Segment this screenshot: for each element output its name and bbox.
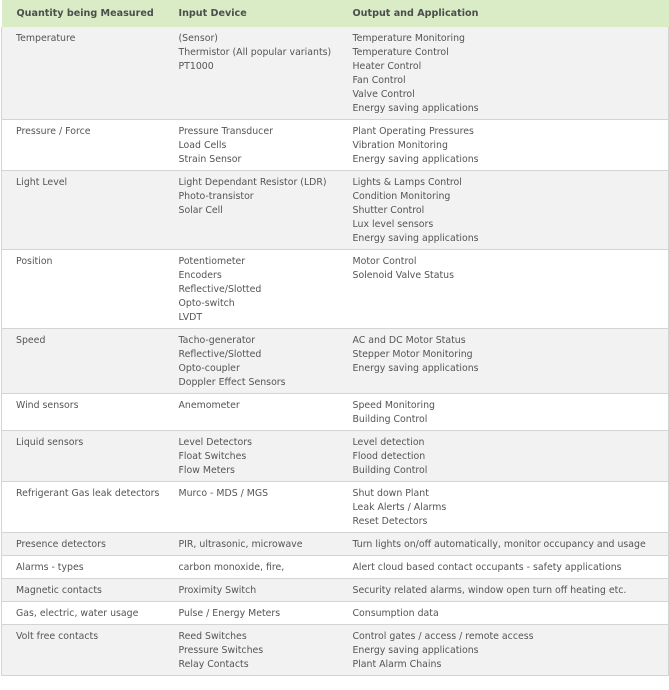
quantity-cell (2, 171, 164, 250)
quantity-cell (2, 27, 164, 120)
cell-line: Temperature Monitoring (352, 33, 465, 44)
cell-line: Level detection (352, 437, 425, 448)
cell-line: AC and DC Motor Status (352, 335, 466, 346)
cell-line: Wind sensors (16, 400, 79, 411)
input-device-cell (164, 27, 338, 120)
table-row (2, 482, 669, 533)
cell-line: Speed Monitoring (352, 400, 436, 411)
cell-line: Valve Control (352, 89, 415, 100)
cell-line: Gas, electric, water usage (16, 608, 139, 619)
input-device-cell (164, 394, 338, 431)
cell-line: Speed (16, 335, 46, 346)
input-device-cell (164, 431, 338, 482)
quantity-cell (2, 482, 164, 533)
table-row (2, 394, 669, 431)
cell-line: Building Control (352, 414, 428, 425)
output-application-cell (338, 431, 669, 482)
cell-line: Reed Switches (178, 631, 247, 642)
cell-line: Temperature Control (352, 47, 449, 58)
cell-line: Flood detection (352, 451, 426, 462)
quantity-cell (2, 120, 164, 171)
cell-line: Pressure Switches (178, 645, 264, 656)
output-application-cell (338, 250, 669, 329)
quantity-cell (2, 625, 164, 676)
cell-line: Alert cloud based contact occupants - safety applications (352, 562, 622, 573)
cell-line: Control gates / access / remote access (352, 631, 534, 642)
output-application-cell (338, 556, 669, 579)
output-application-cell (338, 579, 669, 602)
cell-line: Condition Monitoring (352, 191, 451, 202)
input-device-cell (164, 329, 338, 394)
cell-line: Strain Sensor (178, 154, 242, 165)
cell-line: Light Level (16, 177, 68, 188)
cell-line: Encoders (178, 270, 222, 281)
output-application-cell (338, 27, 669, 120)
cell-line: Lux level sensors (352, 219, 434, 230)
cell-line: Energy saving applications (352, 645, 479, 656)
cell-line: carbon monoxide, fire, (178, 562, 285, 573)
cell-line: Reflective/Slotted (178, 349, 262, 360)
cell-line: Leak Alerts / Alarms (352, 502, 447, 513)
output-application-cell (338, 482, 669, 533)
cell-line: Thermistor (All popular variants) (178, 47, 332, 58)
cell-line: Volt free contacts (16, 631, 99, 642)
quantity-cell (2, 329, 164, 394)
cell-line: Energy saving applications (352, 103, 479, 114)
cell-line: Shut down Plant (352, 488, 429, 499)
input-device-cell (164, 482, 338, 533)
input-device-cell (164, 533, 338, 556)
cell-line: Vibration Monitoring (352, 140, 448, 151)
table-row (2, 431, 669, 482)
cell-line: Building Control (352, 465, 428, 476)
quantity-cell (2, 394, 164, 431)
input-device-cell (164, 579, 338, 602)
table-row (2, 579, 669, 602)
output-application-cell (338, 120, 669, 171)
output-application-cell (338, 329, 669, 394)
cell-line: Load Cells (178, 140, 227, 151)
input-device-cell (164, 625, 338, 676)
cell-line: Flow Meters (178, 465, 235, 476)
cell-line: Potentiometer (178, 256, 246, 267)
quantity-cell (2, 556, 164, 579)
cell-line: Reflective/Slotted (178, 284, 262, 295)
cell-line: Refrigerant Gas leak detectors (16, 488, 160, 499)
cell-line: Energy saving applications (352, 363, 479, 374)
cell-line: Reset Detectors (352, 516, 428, 527)
quantity-cell (2, 602, 164, 625)
output-application-cell (338, 602, 669, 625)
cell-line: Photo-transistor (178, 191, 254, 202)
cell-line: Float Switches (178, 451, 247, 462)
table-row (2, 602, 669, 625)
cell-line: Plant Operating Pressures (352, 126, 474, 137)
table-row (2, 120, 669, 171)
sensor-table (1, 0, 669, 676)
cell-line: Opto-switch (178, 298, 235, 309)
cell-line: Consumption data (352, 608, 439, 619)
table-header (2, 0, 669, 27)
cell-line: Alarms - types (16, 562, 84, 573)
cell-line: Pressure / Force (16, 126, 91, 137)
cell-line: Opto-coupler (178, 363, 240, 374)
input-device-cell (164, 250, 338, 329)
header-input-device: Input Device (178, 8, 247, 19)
cell-line: Plant Alarm Chains (352, 659, 442, 670)
quantity-cell (2, 250, 164, 329)
cell-line: Energy saving applications (352, 154, 479, 165)
cell-line: Shutter Control (352, 205, 425, 216)
table-row (2, 625, 669, 676)
table-row (2, 250, 669, 329)
cell-line: PT1000 (178, 61, 214, 72)
cell-line: Pressure Transducer (178, 126, 273, 137)
input-device-cell (164, 602, 338, 625)
quantity-cell (2, 533, 164, 556)
input-device-cell (164, 171, 338, 250)
cell-line: PIR, ultrasonic, microwave (178, 539, 303, 550)
cell-line: Light Dependant Resistor (LDR) (178, 177, 327, 188)
cell-line: Presence detectors (16, 539, 106, 550)
cell-line: LVDT (178, 312, 203, 323)
header-output-application: Output and Application (352, 8, 479, 19)
cell-line: Tacho-generator (178, 335, 256, 346)
table-row (2, 556, 669, 579)
cell-line: Relay Contacts (178, 659, 249, 670)
cell-line: Turn lights on/off automatically, monitor occupancy and usage (352, 539, 646, 550)
input-device-cell (164, 556, 338, 579)
table-row (2, 171, 669, 250)
cell-line: Proximity Switch (178, 585, 257, 596)
output-application-cell (338, 533, 669, 556)
cell-line: Heater Control (352, 61, 422, 72)
cell-line: (Sensor) (178, 33, 218, 44)
cell-line: Temperature (16, 33, 76, 44)
cell-line: Fan Control (352, 75, 406, 86)
quantity-cell (2, 431, 164, 482)
cell-line: Pulse / Energy Meters (178, 608, 281, 619)
cell-line: Lights & Lamps Control (352, 177, 462, 188)
cell-line: Motor Control (352, 256, 417, 267)
header-row (2, 0, 669, 27)
cell-line: Level Detectors (178, 437, 252, 448)
output-application-cell (338, 171, 669, 250)
cell-line: Solenoid Valve Status (352, 270, 454, 281)
cell-line: Solar Cell (178, 205, 223, 216)
cell-line: Magnetic contacts (16, 585, 102, 596)
table-row (2, 533, 669, 556)
cell-line: Anemometer (178, 400, 240, 411)
cell-line: Position (16, 256, 53, 267)
cell-line: Energy saving applications (352, 233, 479, 244)
cell-line: Doppler Effect Sensors (178, 377, 286, 388)
output-application-cell (338, 394, 669, 431)
quantity-cell (2, 579, 164, 602)
cell-line: Liquid sensors (16, 437, 84, 448)
cell-line: Security related alarms, window open turn off heating etc. (352, 585, 627, 596)
cell-line: Murco - MDS / MGS (178, 488, 269, 499)
input-device-cell (164, 120, 338, 171)
output-application-cell (338, 625, 669, 676)
table-body (2, 27, 669, 676)
cell-line: Stepper Motor Monitoring (352, 349, 473, 360)
table-row (2, 27, 669, 120)
table-row (2, 329, 669, 394)
header-quantity: Quantity being Measured (16, 8, 154, 19)
